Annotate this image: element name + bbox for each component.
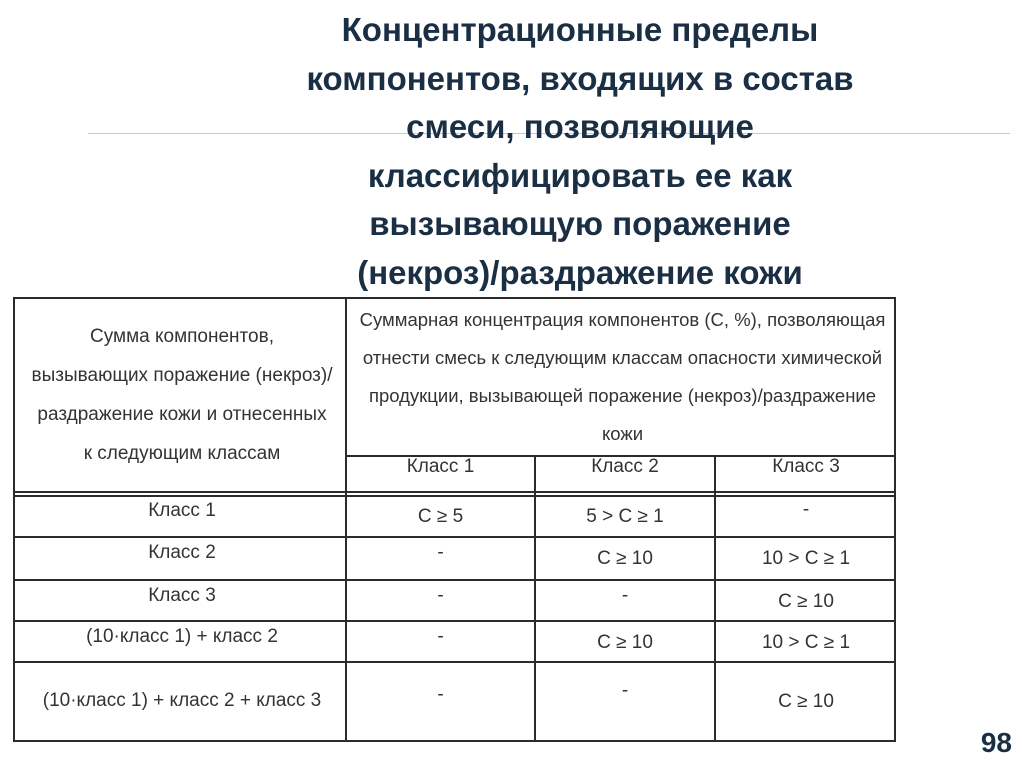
- table-cell: C ≥ 5: [417, 505, 464, 527]
- column-header-class-3: Класс 3: [772, 456, 840, 477]
- table-cell: -: [621, 585, 629, 606]
- title-line: компонентов, входящих в состав: [306, 59, 854, 97]
- table-cell: 10 > C ≥ 1: [761, 547, 851, 569]
- title-line: вызывающую поражение: [369, 205, 791, 242]
- column-header-class-2: Класс 2: [591, 456, 659, 477]
- table-header-concentration: Суммарная концентрация компонентов (C, %), позволяющая отнести смесь к следующим классам опасности химической продукции, вызывающей поражение (некроз)/раздражение кожи: [359, 309, 886, 444]
- table-cell: 10 > C ≥ 1: [761, 631, 851, 653]
- row-label: Класс 1: [148, 500, 216, 521]
- table-cell: -: [437, 684, 444, 705]
- row-label: (10·класс 1) + класс 2 + класс 3: [42, 689, 322, 711]
- table-cell: -: [802, 499, 810, 520]
- table-cell: C ≥ 10: [597, 547, 653, 569]
- table-cell: C ≥ 10: [778, 590, 834, 612]
- title-line: (некроз)/раздражение кожи: [357, 253, 803, 291]
- table-divider: [15, 491, 896, 493]
- title-line: Концентрационные пределы: [341, 11, 819, 48]
- row-label: Класс 3: [148, 585, 216, 606]
- table-cell: -: [437, 542, 444, 563]
- column-header-class-1: Класс 1: [406, 456, 475, 477]
- row-label: Класс 2: [148, 542, 216, 563]
- slide-title: [260, 6, 900, 297]
- table-cell: C ≥ 10: [778, 690, 834, 712]
- classification-table: [13, 297, 896, 742]
- table-cell: -: [621, 680, 629, 701]
- title-line: смеси, позволяющие: [406, 108, 754, 145]
- table-cell: C ≥ 10: [597, 631, 653, 653]
- page-number: 98: [980, 727, 1012, 758]
- row-label: (10·класс 1) + класс 2: [86, 626, 278, 647]
- table-cell: -: [437, 626, 444, 647]
- table-header-components: Сумма компонентов, вызывающих поражение (некроз)/ раздражение кожи и отнесенных к следующим классам: [31, 326, 333, 464]
- table-cell: -: [437, 585, 444, 606]
- table-cell: 5 > C ≥ 1: [586, 505, 664, 527]
- title-line: классифицировать ее как: [367, 156, 793, 194]
